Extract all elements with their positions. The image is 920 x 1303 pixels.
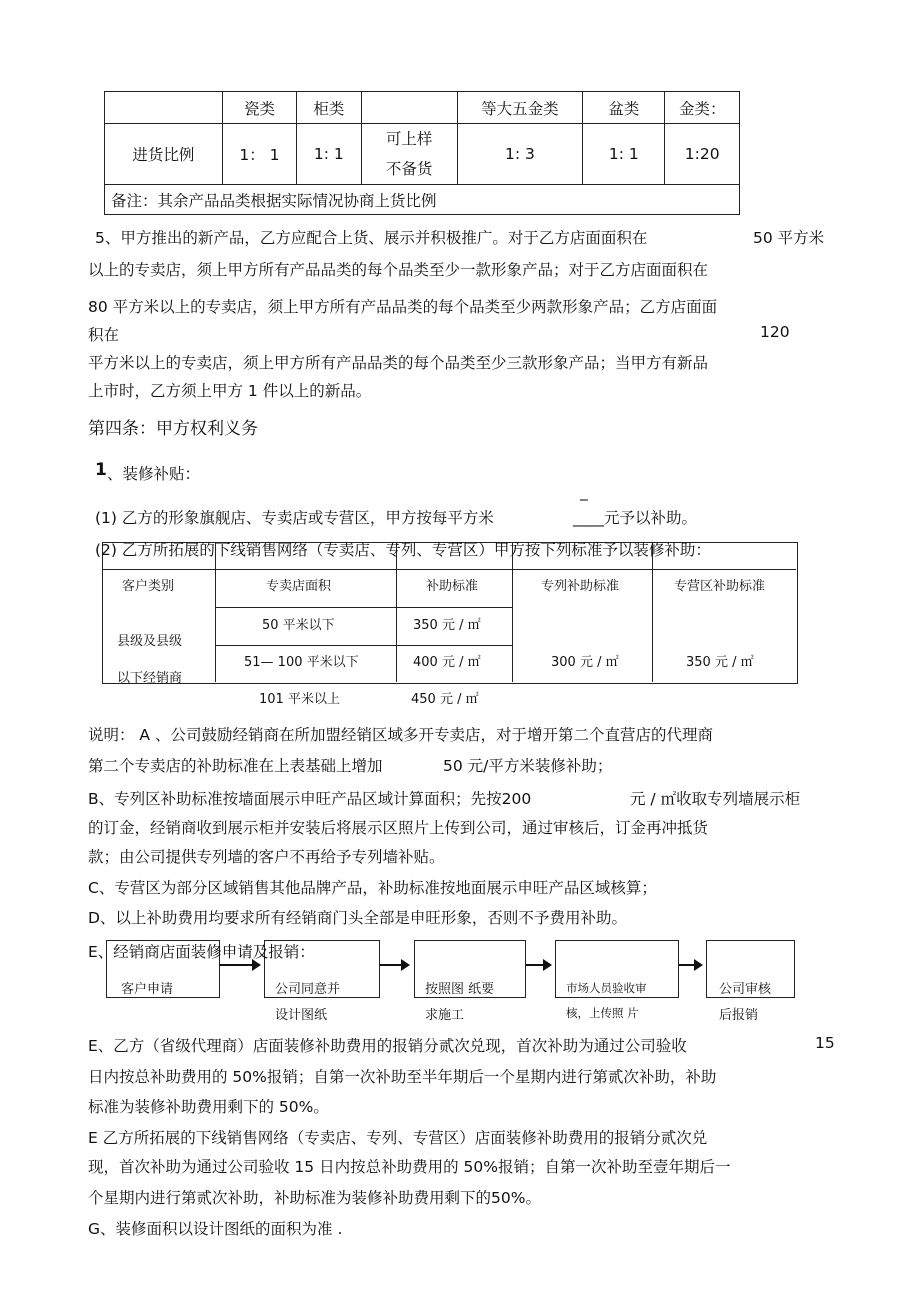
para5-line4b: 120 xyxy=(760,323,790,341)
sub1-blank: ____元予以补助。 xyxy=(573,509,698,527)
article4-title: 第四条：甲方权利义务 xyxy=(88,419,258,439)
table2-divider xyxy=(215,542,216,682)
flow-arrow-icon xyxy=(526,964,550,966)
para5-line1b: 50 平方米 xyxy=(753,229,825,247)
table1-header-blank xyxy=(361,92,457,124)
table2-row-rate: 400 元 / ㎡ xyxy=(413,655,481,670)
flow-step-label: 客户申请 xyxy=(121,982,174,997)
flow-step-label: 公司同意并 xyxy=(275,982,341,997)
note-b-line1a: B、专列区补助标准按墙面展示申旺产品区域计算面积；先按200 xyxy=(88,790,532,808)
note-a-line1: 说明： A 、公司鼓励经销商在所加盟经销区域多开专卖店，对于增开第二个直营店的代理商 xyxy=(88,726,713,744)
table2-header-category: 客户类别 xyxy=(122,579,175,594)
underscore-mark: _ xyxy=(580,483,588,501)
table1-note: 备注：其余产品品类根据实际情况协商上货比例 xyxy=(105,185,740,215)
table2-row-rate: 450 元 / ㎡ xyxy=(411,692,479,707)
table1-header-ceramic: 瓷类 xyxy=(222,92,296,124)
closing-e-line1b: 15 xyxy=(815,1034,835,1052)
flow-step-label: 后报销 xyxy=(719,1008,759,1023)
closing-f-line1: E 乙方所拓展的下线销售网络（专卖店、专列、专营区）店面装修补助费用的报销分贰次兑 xyxy=(88,1129,708,1147)
flow-step-label: 市场人员验收审 xyxy=(566,981,647,995)
note-b-line1b: 元 / ㎡收取专列墙展示柜 xyxy=(630,790,801,808)
table2-row-area: 50 平米以下 xyxy=(262,618,335,633)
para5-line3: 80 平方米以上的专卖店，须上甲方所有产品品类的每个品类至少两款形象产品；乙方店面面 xyxy=(88,298,718,316)
closing-e-line2: 日内按总补助费用的 50%报销；自第一次补助至半年期后一个星期内进行第贰次补助，补助 xyxy=(88,1068,717,1086)
note-b-line3: 款；由公司提供专列墙的客户不再给予专列墙补贴。 xyxy=(88,848,445,866)
para5-line1a: 5、甲方推出的新产品，乙方应配合上货、展示并积极推广。对于乙方店面面积在 xyxy=(95,229,648,247)
closing-e-line1a: E、乙方（省级代理商）店面装修补助费用的报销分贰次兑现，首次补助为通过公司验收 xyxy=(88,1037,687,1055)
table1-header-hardware: 等大五金类 xyxy=(457,92,583,124)
closing-e-line3: 标准为装修补助费用剩下的 50%。 xyxy=(88,1098,329,1116)
table1-row-label: 进货比例 xyxy=(105,124,223,185)
flow-step-label: 核，上传照 片 xyxy=(566,1006,639,1020)
para5-line6: 上市时，乙方须上甲方 1 件以上的新品。 xyxy=(88,382,372,400)
sub2-text: (2) 乙方所拓展的下线销售网络（专卖店、专列、专营区）甲方按下列标准予以装修补助： xyxy=(95,541,711,559)
table2-row-area: 101 平米以上 xyxy=(259,692,340,707)
table2-divider xyxy=(215,607,512,608)
item1-label: 、装修补贴： xyxy=(107,465,201,483)
table2-category-line1: 县级及县级 xyxy=(117,634,183,649)
note-e-title: E、经销商店面装修申请及报销： xyxy=(88,943,315,961)
table2-column-rate: 300 元 / ㎡ xyxy=(551,655,619,670)
table1-header-gold: 金类： xyxy=(665,92,740,124)
table2-category-line2: 以下经销商 xyxy=(117,671,183,686)
table1-sample-line1: 可上样 xyxy=(385,130,433,148)
note-d: D、以上补助费用均要求所有经销商门头全部是申旺形象，否则不予费用补助。 xyxy=(88,909,627,927)
flow-arrow-icon xyxy=(679,964,701,966)
table1-value-hardware: 1: 3 xyxy=(457,124,583,185)
table1-header-cabinet: 柜类 xyxy=(297,92,361,124)
table2-row-area: 51— 100 平米以下 xyxy=(244,655,359,670)
table2-divider xyxy=(396,542,397,682)
flow-step-label: 按照图 纸要 xyxy=(425,982,495,997)
table2-header-area: 专卖店面积 xyxy=(266,579,332,594)
table1-value-sample xyxy=(361,124,457,185)
note-c: C、专营区为部分区域销售其他品牌产品，补助标准按地面展示申旺产品区域核算； xyxy=(88,879,657,897)
table2-divider xyxy=(512,542,513,682)
flow-arrow-icon xyxy=(380,964,408,966)
flow-step-label: 求施工 xyxy=(425,1008,465,1023)
table2-header-rate: 补助标准 xyxy=(426,579,479,594)
table2-row-rate: 350 元 / ㎡ xyxy=(413,618,481,633)
para5-line4a: 积在 xyxy=(88,326,120,344)
flow-arrow-icon xyxy=(219,964,259,966)
table2-header-column-rate: 专列补助标准 xyxy=(541,579,620,594)
table2-divider xyxy=(652,542,653,682)
flow-step-label: 设计图纸 xyxy=(275,1008,328,1023)
table1-header-basin: 盆类 xyxy=(583,92,665,124)
note-a-line2a: 第二个专卖店的补助标准在上表基础上增加 xyxy=(88,757,383,775)
table2-divider xyxy=(102,569,796,570)
table1-value-ceramic: 1： 1 xyxy=(222,124,296,185)
para5-line2: 以上的专卖店，须上甲方所有产品品类的每个品类至少一款形象产品；对于乙方店面面积在 xyxy=(88,261,709,279)
note-a-line2b: 50 元/平方米装修补助； xyxy=(443,757,613,775)
flow-step-label: 公司审核 xyxy=(719,982,772,997)
stock-ratio-table xyxy=(104,91,740,215)
closing-g: G、装修面积以设计图纸的面积为准 . xyxy=(88,1220,343,1238)
table2-header-zone-rate: 专营区补助标准 xyxy=(674,579,766,594)
table1-value-gold: 1:20 xyxy=(665,124,740,185)
closing-f-line2: 现，首次补助为通过公司验收 15 日内按总补助费用的 50%报销；自第一次补助至壹年期后一 xyxy=(88,1158,731,1176)
item1-number: 1 xyxy=(95,460,107,480)
table2-zone-rate: 350 元 / ㎡ xyxy=(686,655,754,670)
sub1-text: (1) 乙方的形象旗舰店、专卖店或专营区，甲方按每平方米 xyxy=(95,509,494,527)
table1-sample-line2: 不备货 xyxy=(385,160,433,178)
note-b-line2: 的订金，经销商收到展示柜并安装后将展示区照片上传到公司，通过审核后，订金再冲抵货 xyxy=(88,819,709,837)
table2-divider xyxy=(215,645,512,646)
closing-f-line3: 个星期内进行第贰次补助，补助标准为装修补助费用剩下的50%。 xyxy=(88,1189,541,1207)
table1-value-cabinet: 1: 1 xyxy=(297,124,361,185)
table1-value-basin: 1: 1 xyxy=(583,124,665,185)
para5-line5: 平方米以上的专卖店，须上甲方所有产品品类的每个品类至少三款形象产品；当甲方有新品 xyxy=(88,354,709,372)
table1-header-empty xyxy=(105,92,223,124)
